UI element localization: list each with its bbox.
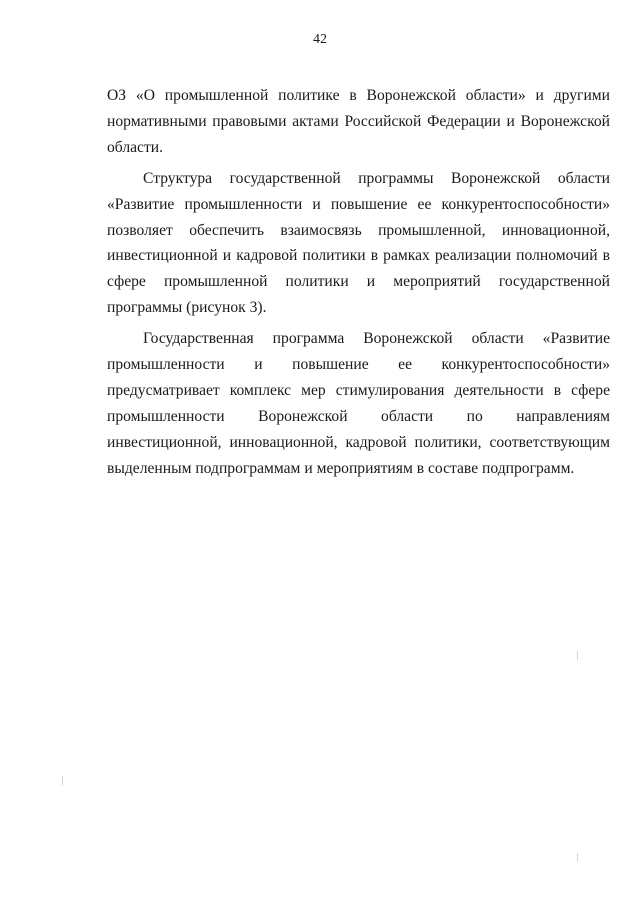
body-text: [107, 83, 610, 482]
scan-speck: [62, 776, 63, 785]
scan-speck: [577, 651, 578, 660]
paragraph-continuation: ОЗ «О промышленной политике в Воронежской области» и другими нормативными правовыми актами Российской Федерации и Воронежской области.: [107, 87, 610, 156]
paragraph-program-measures: Государственная программа Воронежской области «Развитие промышленности и повышение ее конкурентоспособности» предусматривает комплекс мер стимулирования деятельности в сфере промышленности Воронежской области по направлениям инвестиционной, инновационной, кадровой политики, соответствующим выделенным подпрограммам и мероприятиям в составе подпрограмм.: [107, 330, 610, 477]
scan-speck: [577, 853, 578, 862]
page-number: 42: [313, 32, 327, 47]
paragraph-program-structure: Структура государственной программы Воронежской области «Развитие промышленности и повышение ее конкурентоспособности» позволяет обеспечить взаимосвязь промышленной, инновационной, инвестиционной и кадровой политики в рамках реализации полномочий в сфере промышленной политики и мероприятий государственной программы (рисунок 3).: [107, 169, 610, 317]
